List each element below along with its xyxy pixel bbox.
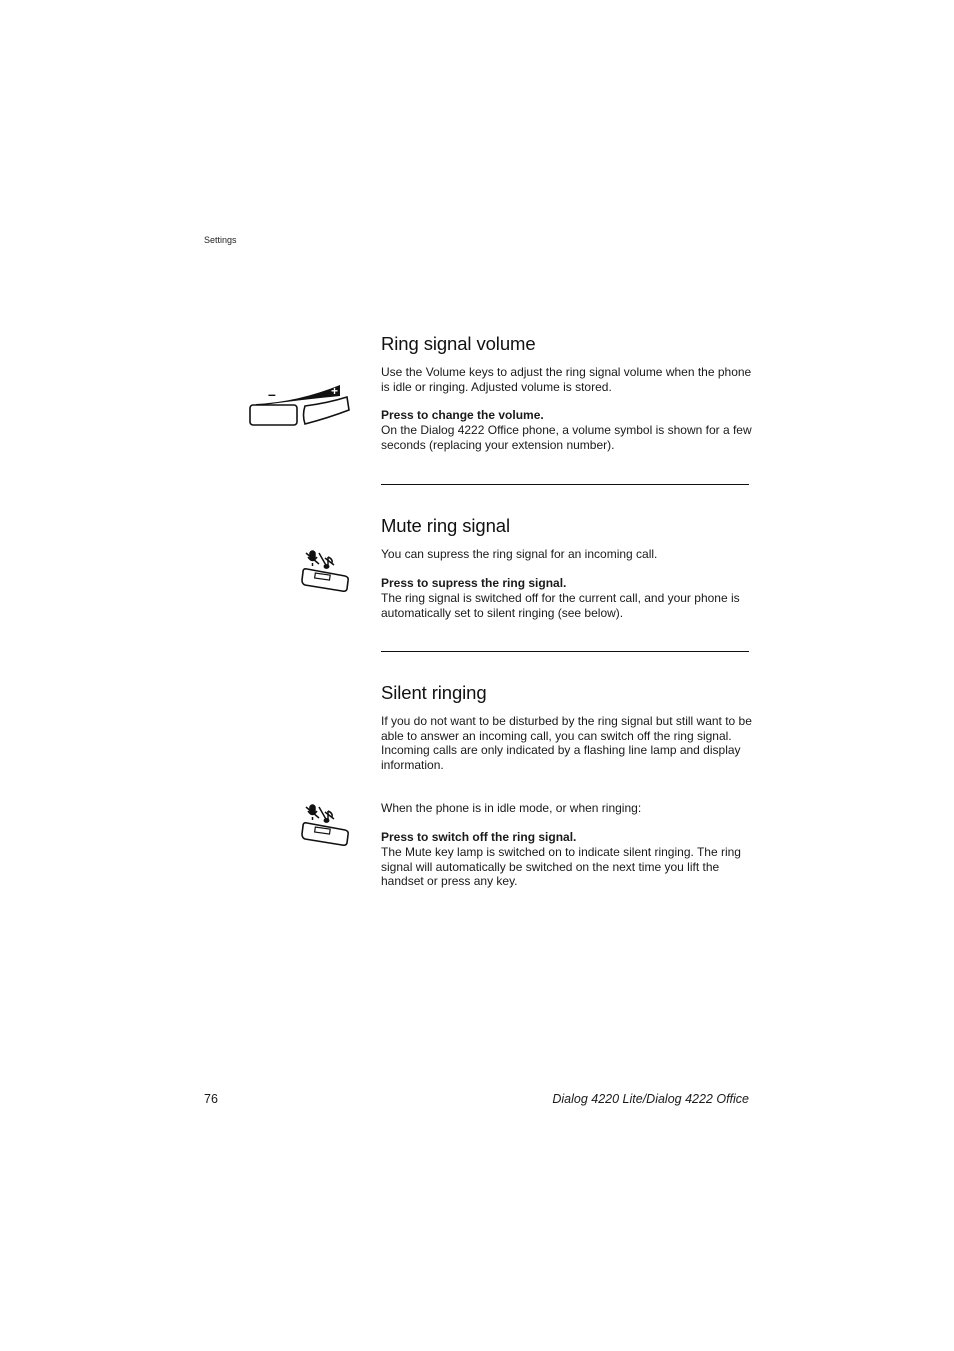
silent-condition: When the phone is in idle mode, or when ringing: [381, 801, 642, 815]
mute-key-icon[interactable] [300, 549, 352, 593]
ring-volume-action: Press to change the volume. [381, 408, 544, 422]
volume-keys-icon[interactable] [248, 382, 352, 428]
section-title-silent-ringing: Silent ringing [381, 682, 487, 703]
ring-volume-detail: On the Dialog 4222 Office phone, a volume symbol is shown for a few seconds (replacing your extension number). [381, 423, 752, 452]
mute-intro: You can supress the ring signal for an incoming call. [381, 547, 658, 561]
section-title-mute-ring-signal: Mute ring signal [381, 515, 510, 536]
section-divider [381, 651, 749, 652]
mute-key-icon[interactable] [300, 803, 352, 847]
silent-intro: If you do not want to be disturbed by the ring signal but still want to be able to answer an incoming call, you can switch off the ring signal. Incoming calls are only indicated by a flashing line lamp and display information. [381, 714, 752, 772]
mute-action: Press to supress the ring signal. [381, 576, 567, 590]
volume-minus-label: – [268, 386, 276, 402]
section-divider [381, 484, 749, 485]
silent-detail: The Mute key lamp is switched on to indicate silent ringing. The ring signal will automatically be switched on the next time you lift the handset or press any key. [381, 845, 741, 889]
volume-plus-label: + [331, 384, 339, 398]
silent-action: Press to switch off the ring signal. [381, 830, 577, 844]
section-title-ring-signal-volume: Ring signal volume [381, 333, 536, 354]
running-head: Settings [204, 235, 237, 245]
mute-detail: The ring signal is switched off for the current call, and your phone is automatically set to silent ringing (see below). [381, 591, 740, 620]
ring-volume-intro: Use the Volume keys to adjust the ring signal volume when the phone is idle or ringing. Adjusted volume is stored. [381, 365, 752, 394]
footer-product-name: Dialog 4220 Lite/Dialog 4222 Office [552, 1092, 749, 1106]
page-number: 76 [204, 1092, 218, 1106]
